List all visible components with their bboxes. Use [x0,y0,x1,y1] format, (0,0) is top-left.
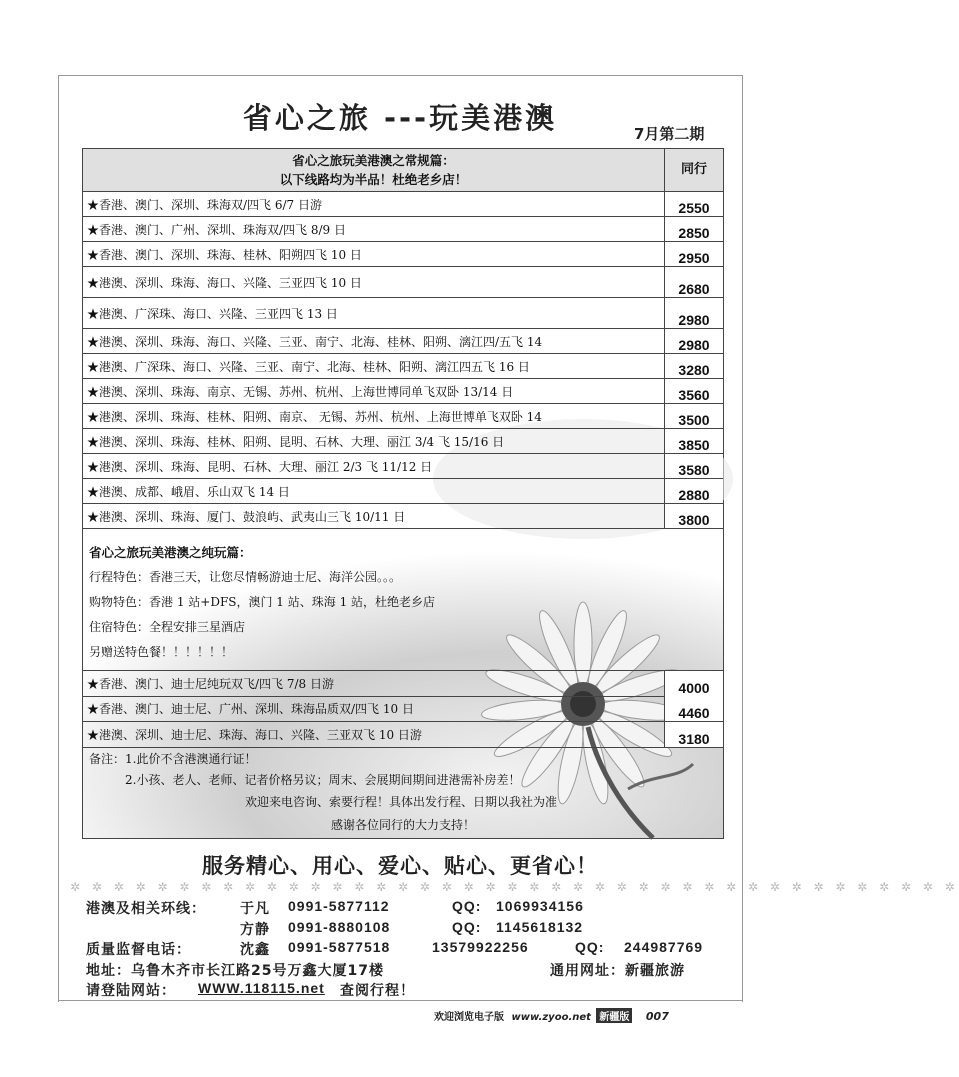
pure-route-price: 4000 [665,671,723,696]
route-row [83,217,723,242]
pure-route-price: 4460 [665,696,723,721]
page-number: 007 [645,1010,669,1023]
route-price: 3580 [665,454,723,478]
route-price: 3800 [665,504,723,528]
route-name: ★港澳、深圳、珠海、海口、兴隆、三亚、南宁、北海、桂林、阳朔、漓江四/五飞 14 [83,329,665,353]
route-name: ★香港、澳门、深圳、珠海、桂林、阳朔四飞 10 日 [83,242,665,266]
route-row [83,242,723,267]
service-slogan: 服务精心、用心、爱心、贴心、更省心！ [202,854,598,878]
contact2-qq-label: QQ: [452,919,482,935]
pure-route-name: ★香港、澳门、迪士尼纯玩双飞/四飞 7/8 日游 [83,671,665,696]
route-row [83,329,723,354]
contact2-name: 方静 [240,922,270,938]
peer-price-header: 同行 [680,162,707,177]
pure-route-name: ★港澳、深圳、迪士尼、珠海、海口、兴隆、三亚双飞 10 日游 [83,722,665,747]
route-row [83,298,723,329]
route-price: 2980 [665,298,723,328]
decor-stars: ✲ ✲ ✲ ✲ ✲ ✲ ✲ ✲ ✲ ✲ ✲ ✲ ✲ ✲ ✲ ✲ ✲ ✲ ✲ ✲ ✲ ✲ ✲ ✲ ✲ ✲ ✲ ✲ ✲ ✲ ✲ ✲ ✲ ✲ ✲ ✲ ✲ ✲ ✲ ✲ ✲ [70,880,959,894]
pure-route-name: ★香港、澳门、迪士尼、广州、深圳、珠海品质双/四飞 10 日 [83,696,665,721]
route-name: ★港澳、广深珠、海口、兴隆、三亚四飞 13 日 [83,298,665,328]
table-header-title [83,149,665,191]
quality-phone[interactable]: 0991-5877518 [288,939,391,955]
route-name: ★港澳、成都、峨眉、乐山双飞 14 日 [83,479,665,503]
web-keyword: 通用网址：新疆旅游 [550,963,685,979]
quality-qq-label: QQ: [575,939,605,955]
quality-label: 质量监督电话： [86,942,191,958]
route-row [83,479,723,504]
hotline-label: 港澳及相关环线： [86,901,206,917]
note-2: 2.小孩、老人、老师、记者价格另议；周末、会展期间期间进港需补房差！ [125,773,521,787]
route-row [83,354,723,379]
route-price: 3560 [665,379,723,403]
pure-route-row [83,696,723,722]
note-1: 备注：1.此价不含港澳通行证！ [89,752,257,766]
contact2-qq: 1145618132 [496,919,584,935]
pure-route-row [83,670,723,697]
pure-route-row [83,722,723,748]
route-name: ★港澳、深圳、珠海、厦门、鼓浪屿、武夷山三飞 10/11 日 [83,504,665,528]
footer-text: 欢迎浏览电子版 [434,1012,504,1023]
contact1-phone[interactable]: 0991-5877112 [288,898,390,914]
site-link[interactable]: WWW.118115.net [198,980,325,996]
table-header [83,149,723,192]
route-name: ★港澳、深圳、珠海、昆明、石林、大理、丽江 2/3 飞 11/12 日 [83,454,665,478]
page-frame-bottom [58,1000,742,1001]
regular-section-subtitle: 以下线路均为半品！杜绝老乡店！ [279,172,468,187]
route-price: 2850 [665,217,723,241]
contact2-phone[interactable]: 0991-8880108 [288,919,391,935]
route-name: ★香港、澳门、广州、深圳、珠海双/四飞 8/9 日 [83,217,665,241]
site-suffix: 查阅行程！ [340,983,415,999]
route-price: 3500 [665,404,723,428]
route-price: 2980 [665,329,723,353]
contact1-qq-label: QQ: [452,898,482,914]
quality-qq: 244987769 [624,939,704,955]
route-name: ★港澳、深圳、珠海、南京、无锡、苏州、杭州、上海世博同单飞双卧 13/14 日 [83,379,665,403]
route-price: 3280 [665,354,723,378]
route-price: 2680 [665,267,723,297]
route-row [83,429,723,454]
pure-route-price: 3180 [665,722,723,747]
pure-section-title: 省心之旅玩美港澳之纯玩篇： [89,545,252,560]
route-name: ★港澳、深圳、珠海、桂林、阳朔、南京、 无锡、苏州、杭州、上海世博单飞双卧 14 [83,404,665,428]
address: 地址：乌鲁木齐市长江路25号万鑫大厦17楼 [86,963,384,979]
pure-section [83,539,665,669]
route-price: 2550 [665,192,723,216]
quality-mobile[interactable]: 13579922256 [432,939,529,955]
quality-name: 沈鑫 [240,942,270,958]
route-row [83,192,723,217]
route-price: 2880 [665,479,723,503]
contact1-name: 于凡 [240,901,270,917]
notes-section [83,748,723,840]
footer [434,1008,669,1024]
footer-url[interactable]: www.zyoo.net [511,1012,591,1023]
page-title: 省心之旅 ---玩美港澳 [242,101,558,135]
edition-badge: 新疆版 [596,1008,632,1023]
route-name: ★香港、澳门、深圳、珠海双/四飞 6/7 日游 [83,192,665,216]
regular-section-title: 省心之旅玩美港澳之常规篇： [292,153,455,168]
route-table [82,148,724,839]
contact1-qq: 1069934156 [496,898,584,914]
route-name: ★港澳、广深珠、海口、兴隆、三亚、南宁、北海、桂林、阳朔、漓江四五飞 16 日 [83,354,665,378]
route-row [83,267,723,298]
site-prefix: 请登陆网站： [86,983,176,999]
route-name: ★港澳、深圳、珠海、桂林、阳朔、昆明、石林、大理、丽江 3/4 飞 15/16 日 [83,429,665,453]
pure-feature-itinerary: 行程特色：香港三天，让您尽情畅游迪士尼、海洋公园。。。 [89,570,402,584]
route-row [83,504,723,529]
note-3: 欢迎来电咨询、索要行程！具体出发行程、日期以我社为准 [245,795,558,809]
pure-feature-shopping: 购物特色：香港 1 站+DFS，澳门 1 站、珠海 1 站，杜绝老乡店 [89,595,436,609]
note-4: 感谢各位同行的大力支持！ [331,818,476,832]
route-row [83,379,723,404]
route-price: 3850 [665,429,723,453]
pure-feature-hotel: 住宿特色：全程安排三星酒店 [89,620,246,634]
route-row [83,454,723,479]
route-row [83,404,723,429]
route-price: 2950 [665,242,723,266]
pure-feature-meal: 另赠送特色餐！！！！！！ [89,645,234,659]
route-name: ★港澳、深圳、珠海、海口、兴隆、三亚四飞 10 日 [83,267,665,297]
issue-label: 7月第二期 [634,125,705,143]
